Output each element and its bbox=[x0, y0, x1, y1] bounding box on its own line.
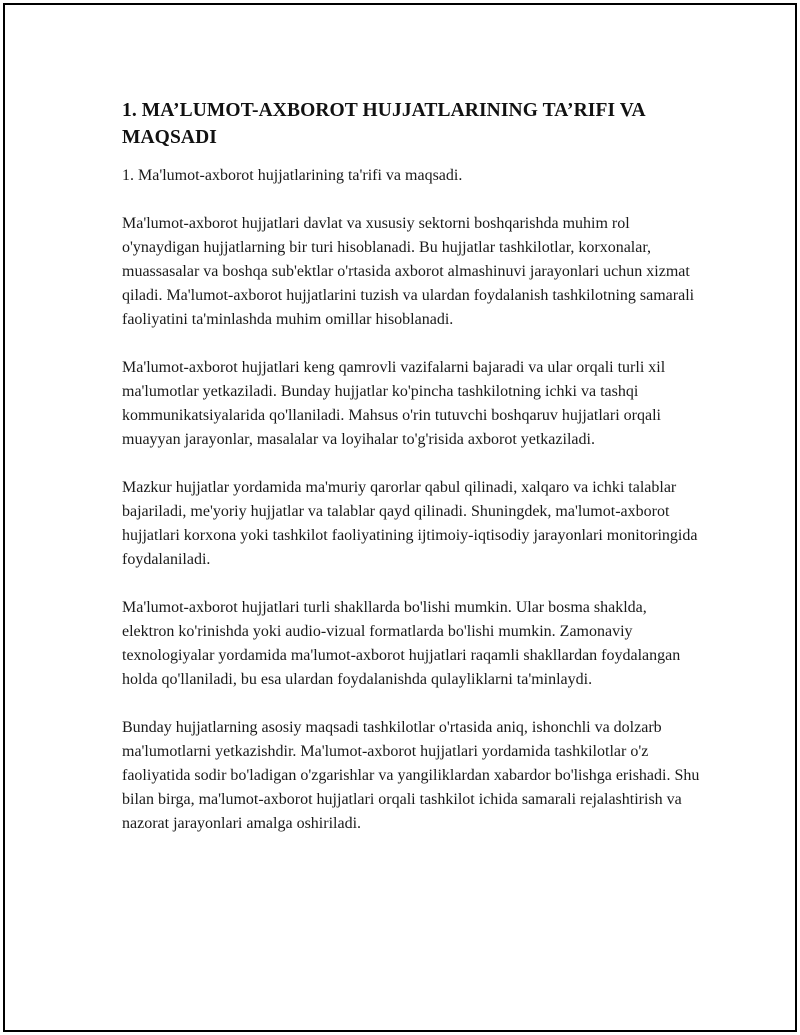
document-page bbox=[3, 3, 797, 1032]
paragraph-5: Bunday hujjatlarning asosiy maqsadi tashkilotlar o'rtasida aniq, ishonchli va dolzarb ma'lumotlarni yetkazishdir. Ma'lumot-axborot hujjatlari yordamida tashkilotlar o'z faoliyatida sodir bo'ladigan o'zgarishlar va yangiliklardan xabardor bo'lishga erishadi. Shu bilan birga, ma'lumot-axborot hujjatlari orqali tashkilot ichida samarali rejalashtirish va nazorat jarayonlari amalga oshiriladi. bbox=[122, 719, 700, 832]
paragraph-1: Ma'lumot-axborot hujjatlari davlat va xususiy sektorni boshqarishda muhim rol o'ynaydigan hujjatlarning bir turi hisoblanadi. Bu hujjatlar tashkilotlar, korxonalar, muassasalar va boshqa sub'ektlar o'rtasida axborot almashinuvi jarayonlari uchun xizmat qiladi. Ma'lumot-axborot hujjatlarini tuzish va ulardan foydalanish tashkilotning samarali faoliyatini ta'minlashda muhim omillar hisoblanadi. bbox=[122, 215, 695, 328]
paragraph-2: Ma'lumot-axborot hujjatlari keng qamrovli vazifalarni bajaradi va ular orqali turli xil ma'lumotlar yetkaziladi. Bunday hujjatlar ko'pincha tashkilotning ichki va tashqi kommunikatsiyalarida qo'llaniladi. Mahsus o'rin tutuvchi boshqaruv hujjatlari orqali muayyan jarayonlar, masalalar va loyihalar to'g'risida axborot yetkaziladi. bbox=[122, 359, 666, 448]
paragraph-4: Ma'lumot-axborot hujjatlari turli shakllarda bo'lishi mumkin. Ular bosma shaklda, elektron ko'rinishda yoki audio-vizual formatlarda bo'lishi mumkin. Zamonaviy texnologiyalar yordamida ma'lumot-axborot hujjatlari raqamli shakllardan foydalangan holda qo'llaniladi, bu esa ulardan foydalanishda qulayliklarni ta'minlaydi. bbox=[122, 599, 681, 688]
paragraph-3: Mazkur hujjatlar yordamida ma'muriy qarorlar qabul qilinadi, xalqaro va ichki talablar bajariladi, me'yoriy hujjatlar va talablar qayd qilinadi. Shuningdek, ma'lumot-axborot hujjatlari korxona yoki tashkilot faoliyatining ijtimoiy-iqtisodiy jarayonlari monitoringida foydalaniladi. bbox=[122, 479, 698, 568]
section-heading: 1. MA’LUMOT-AXBOROT HUJJATLARINING TA’RIFI VA MAQSADI bbox=[122, 100, 645, 148]
document-content bbox=[122, 97, 702, 836]
section-subtitle: 1. Ma'lumot-axborot hujjatlarining ta'rifi va maqsadi. bbox=[122, 167, 463, 184]
